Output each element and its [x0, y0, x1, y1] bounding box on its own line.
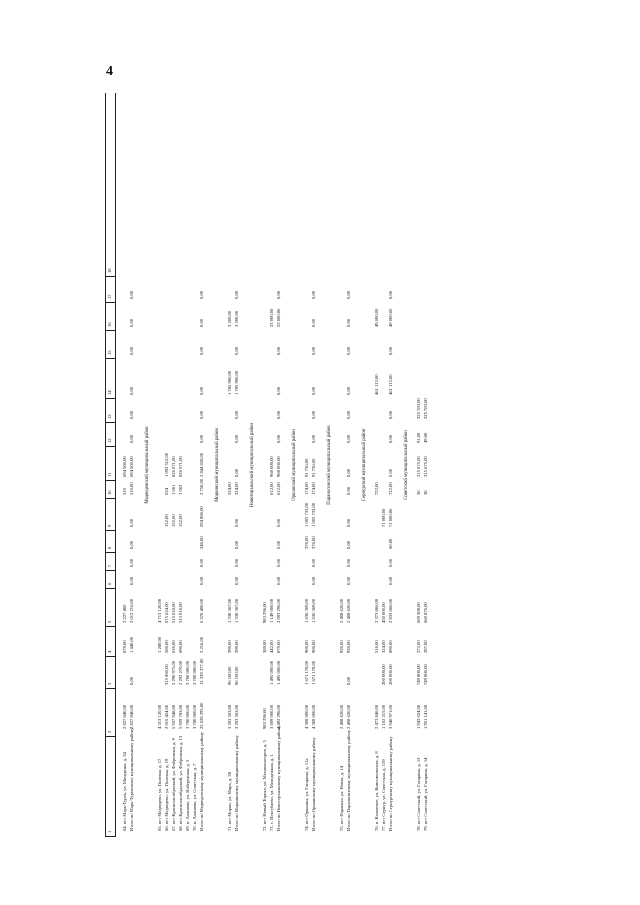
cell-c13: 49,00 [423, 432, 428, 443]
cell-c11: 722,00 [374, 482, 379, 495]
cell-c1: 66. пгт Медведево, ул. Полевая, д. 19 [164, 758, 169, 831]
column-divider [106, 836, 115, 837]
cell-c4: 315 860,00 [164, 664, 169, 685]
cell-c4: 96 100,00 [234, 666, 239, 685]
cell-c11: 324,00 [234, 482, 239, 495]
cell-c3: 3 609 000,00 [269, 704, 274, 729]
cell-c5: 920,00 [346, 640, 351, 653]
cell-c18: 0,00 [129, 290, 134, 299]
cell-c3: 1 943 024,00 [416, 704, 421, 729]
cell-c6: 2 012 216,00 [129, 598, 134, 623]
cell-c17: 0,00 [199, 318, 204, 327]
cell-c5: 890,00 [388, 640, 393, 653]
cell-c1: 65. пгт Медведево, ул. Полевая, д. 17 [157, 758, 162, 831]
cell-c18: 0,00 [234, 290, 239, 299]
cell-c3: 2 408 620,00 [339, 704, 344, 729]
total-row [277, 93, 283, 837]
cell-c7: 0,00 [129, 576, 134, 585]
cell-c1: 73. с. Пектубаево, ул. Молодежная, д. 1 [269, 754, 274, 831]
cell-c11: 324,00 [227, 482, 232, 495]
column-divider [106, 626, 115, 627]
cell-c6: 2 408 620,00 [339, 598, 344, 623]
cell-c7: 0,00 [311, 576, 316, 585]
cell-c12: 215 675,00 [416, 456, 421, 477]
cell-c3: 2 015 424,00 [164, 704, 169, 729]
section-title: Советский муниципальный район [404, 430, 409, 500]
column-number: 10 [107, 490, 112, 495]
cell-c12: 0,00 [234, 468, 239, 477]
cell-c14: 0,00 [276, 410, 281, 419]
section-title: Параньгинский муниципальный район [327, 425, 332, 505]
cell-c1: 70. п. Алашево, ул. Советская, д. 7 [192, 763, 197, 831]
cell-c10: 0,00 [129, 518, 134, 527]
cell-c6: 450 000,00 [381, 602, 386, 623]
cell-c6: 2 408 620,00 [346, 598, 351, 623]
cell-c3: 2 827 840,00 [122, 704, 127, 729]
cell-c4: 3 700 000,00 [185, 660, 190, 685]
cell-c15: 461 113,00 [388, 374, 393, 395]
cell-c11: 36 [416, 490, 421, 495]
cell-c12: 91 736,00 [304, 458, 309, 477]
section-title: Моркинский муниципальный район [215, 428, 220, 502]
cell-c8: 0,00 [388, 558, 393, 567]
cell-c10: 71 000,00 [381, 508, 386, 527]
cell-c11: 38 [423, 490, 428, 495]
cell-c5: 636,00 [171, 640, 176, 653]
cell-c10: 0,00 [346, 518, 351, 527]
cell-c18: 0,00 [346, 290, 351, 299]
cell-c3: 22 028 295,00 [199, 702, 204, 729]
cell-c4: 1 671 178,00 [304, 660, 309, 685]
cell-c11: 2 758,00 [199, 478, 204, 495]
cell-c1: 78. пгт Советский, ул. Гагарина, д. 13 [416, 757, 421, 831]
cell-c16: 0,00 [234, 346, 239, 355]
cell-c10: 152,00 [178, 514, 183, 527]
cell-c17: 3 200,00 [234, 310, 239, 327]
cell-c1: Итого по Параньгинскому муниципальному району [346, 729, 351, 831]
column-divider [106, 688, 115, 689]
cell-c18: 0,00 [388, 290, 393, 299]
total-row [235, 93, 241, 837]
cell-c6: 660 876,00 [423, 602, 428, 623]
cell-c12: 215 675,00 [423, 456, 428, 477]
cell-c9: 370,00 [304, 536, 309, 549]
table-row [424, 93, 430, 837]
cell-c3: 3 700 000,00 [185, 704, 190, 729]
cell-c3: 2 408 620,00 [346, 704, 351, 729]
cell-c6: 4 713 120,00 [157, 598, 162, 623]
cell-c10: 594 886,00 [199, 506, 204, 527]
cell-c1: 74. пгт Оршанка, ул. Гагарина, д. 11а [304, 758, 309, 831]
cell-c17: 23 000,00 [276, 308, 281, 327]
cell-c14: 0,00 [199, 410, 204, 419]
cell-c12: 1 092 512,00 [164, 452, 169, 477]
cell-c6: 2 833 866,00 [388, 598, 393, 623]
cell-c5: 1 280,00 [157, 636, 162, 653]
cell-c7: 0,00 [346, 576, 351, 585]
cell-c9: 0,00 [234, 540, 239, 549]
cell-c10: 1 005 733,00 [304, 502, 309, 527]
cell-c4: 96 100,00 [227, 666, 232, 685]
cell-c1: Итого по Медведевскому муниципальному району [199, 731, 204, 831]
cell-c3: 2 827 840,00 [129, 704, 134, 729]
section-title: Медведевский муниципальный район [145, 426, 150, 504]
section-title: Новоторъяльский муниципальный район [250, 423, 255, 507]
cell-c8: 0,00 [346, 558, 351, 567]
cell-c7: 0,00 [234, 576, 239, 585]
cell-c1: Итого по Сернурскому муниципальному району [388, 736, 393, 831]
cell-c10: 0,00 [276, 518, 281, 527]
cell-c18: 0,00 [276, 290, 281, 299]
cell-c18: 0,00 [311, 290, 316, 299]
cell-c3: 4 308 600,00 [304, 704, 309, 729]
cell-c5: 879,00 [122, 640, 127, 653]
cell-c10: 152,00 [164, 514, 169, 527]
cell-c15: 461 113,00 [374, 374, 379, 395]
cell-c1: Итого по Марь-Турекскому муниципальному району [129, 727, 134, 831]
cell-c9: 0,00 [129, 540, 134, 549]
cell-c1: 75. пгт Параньга, ул. Новая, д. 14 [339, 766, 344, 831]
cell-c11: 612,00 [269, 482, 274, 495]
cell-c14: 0,00 [311, 410, 316, 419]
cell-c4: 0,00 [346, 676, 351, 685]
cell-c11: 174,00 [304, 482, 309, 495]
column-number: 6 [107, 582, 112, 585]
cell-c1: 64. пгт Марь-Турек, ул. Мичурина, д. 34 [122, 752, 127, 831]
cell-c6: 1 149 000,00 [269, 598, 274, 623]
cell-c8: 0,00 [234, 558, 239, 567]
cell-c10: 71 000,00 [388, 508, 393, 527]
column-number: 1 [107, 830, 112, 833]
page-number: 4 [106, 64, 113, 79]
cell-c12: 826 071,00 [171, 456, 176, 477]
cell-c13: 0,00 [199, 434, 204, 443]
column-divider [106, 398, 115, 399]
column-divider [106, 276, 115, 277]
cell-c11: 0,00 [346, 486, 351, 495]
section-title: Сернурский муниципальный район [362, 428, 367, 502]
cell-c15: 0,00 [276, 386, 281, 395]
cell-c4: 1 495 000,00 [269, 660, 274, 685]
column-divider [106, 446, 115, 447]
cell-c3: 1 162 215,00 [381, 704, 386, 729]
rotated-table [105, 93, 545, 837]
cell-c4: 200 000,00 [381, 664, 386, 685]
cell-c13: 91,00 [416, 432, 421, 443]
section-title: Оршанский муниципальный район [292, 429, 297, 501]
cell-c17: 49 000,00 [374, 308, 379, 327]
column-divider [106, 330, 115, 331]
cell-c1: 69. п. Алашево, ул. Набережная, д. 5 [185, 759, 190, 831]
cell-c4: 12 339 377,00 [199, 658, 204, 685]
cell-c5: 920,00 [339, 640, 344, 653]
column-number: 8 [107, 546, 112, 549]
cell-c14: 0,00 [388, 410, 393, 419]
cell-c11: 174,00 [311, 482, 316, 495]
cell-c7: 0,00 [199, 576, 204, 585]
cell-c3: 5 929 783,00 [178, 704, 183, 729]
cell-c5: 399,00 [227, 640, 232, 653]
cell-c16: 0,00 [199, 346, 204, 355]
cell-c3: 4 313 120,00 [157, 704, 162, 729]
cell-c5: 442,00 [269, 640, 274, 653]
cell-c11: 510 [122, 488, 127, 495]
cell-c8: 0,00 [276, 558, 281, 567]
column-number: 3 [107, 682, 112, 685]
cell-c13: 0,00 [276, 434, 281, 443]
column-number: 2 [107, 730, 112, 733]
cell-c1: 79. пгт Советский, ул. Гагарина, д. 14 [423, 757, 428, 831]
cell-c16: 0,00 [346, 346, 351, 355]
column-divider [106, 358, 115, 359]
cell-c5: 389,00 [262, 640, 267, 653]
column-number: 5 [107, 620, 112, 623]
column-number: 11 [107, 472, 112, 477]
cell-c4: 200 000,00 [388, 664, 393, 685]
column-divider [106, 736, 115, 737]
cell-c8: 0,00 [311, 558, 316, 567]
cell-c12: 826 071,00 [178, 456, 183, 477]
cell-c14: 0,00 [346, 410, 351, 419]
cell-c15: 1 785 900,00 [234, 370, 239, 395]
cell-c6: 1 338 367,00 [227, 598, 232, 623]
column-number: 12 [107, 438, 112, 443]
cell-c12: 968 000,00 [269, 456, 274, 477]
cell-c6: 6 570 400,00 [199, 598, 204, 623]
cell-c1: 67. пгт Краснооктябрьский, ул. Фабричная, д. 9 [171, 738, 176, 831]
cell-c6: 983 296,00 [262, 602, 267, 623]
cell-c16: 0,00 [311, 346, 316, 355]
cell-c14: 325 783,00 [416, 398, 421, 419]
cell-c9: 0,00 [346, 540, 351, 549]
cell-c1: Итого по Новоторъяльскому муниципальному району [276, 725, 281, 831]
cell-c11: 510,00 [129, 482, 134, 495]
column-divider [106, 480, 115, 481]
total-row [312, 93, 318, 837]
cell-c3: 5 937 948,00 [171, 704, 176, 729]
cell-c6: 1 636 369,00 [304, 598, 309, 623]
cell-c15: 0,00 [199, 386, 204, 395]
cell-c9: 240,00 [199, 536, 204, 549]
cell-c10: 152,00 [171, 514, 176, 527]
cell-c12: 0,00 [388, 468, 393, 477]
cell-c5: 900,00 [304, 640, 309, 653]
cell-c3: 2 473 846,00 [374, 704, 379, 729]
cell-c1: 68. пгт Краснооктябрьский, ул. Фабричная, д. 13 [178, 735, 183, 831]
cell-c6: 2 227 400 [122, 604, 127, 623]
cell-c17: 3 200,00 [227, 310, 232, 327]
column-number: 15 [107, 350, 112, 355]
column-number: 17 [107, 294, 112, 299]
cell-c17: 0,00 [129, 318, 134, 327]
cell-c5: 1 440,00 [129, 636, 134, 653]
cell-c5: 399,00 [234, 640, 239, 653]
column-divider [106, 530, 115, 531]
column-header-row [105, 93, 116, 837]
cell-c5: 900,00 [311, 640, 316, 653]
cell-c15: 0,00 [129, 386, 134, 395]
cell-c4: 2 290 975,00 [171, 660, 176, 685]
cell-c6: 675 624,00 [164, 602, 169, 623]
cell-c13: 0,00 [346, 434, 351, 443]
cell-c3: 3 700 000,00 [192, 704, 197, 729]
cell-c4: 749 800,00 [416, 664, 421, 685]
cell-c17: 49 000,00 [388, 308, 393, 327]
cell-c6: 1 338 367,00 [234, 598, 239, 623]
cell-c6: 2 373 866,00 [374, 598, 379, 623]
cell-c11: 722,00 [388, 482, 393, 495]
cell-c17: 23 000,00 [269, 308, 274, 327]
cell-c4: 749 800,00 [423, 664, 428, 685]
cell-c9: 0,00 [276, 540, 281, 549]
column-number: 14 [107, 390, 112, 395]
cell-c7: 0,00 [388, 576, 393, 585]
column-divider [106, 422, 115, 423]
cell-c16: 0,00 [388, 346, 393, 355]
total-row [389, 93, 395, 837]
cell-c9: 370,00 [311, 536, 316, 549]
cell-c10: 0,00 [234, 518, 239, 527]
column-number: 18 [107, 268, 112, 273]
cell-c5: 690,00 [178, 640, 183, 653]
column-divider [106, 588, 115, 589]
column-divider [106, 656, 115, 657]
cell-c16: 0,00 [276, 346, 281, 355]
cell-c8: 0,00 [129, 558, 134, 567]
cell-c15: 1 785 900,00 [227, 370, 232, 395]
cell-c7: 0,00 [276, 576, 281, 585]
cell-c12: 2 844 658,00 [199, 452, 204, 477]
cell-c1: 76. п. Казанское, ул. Комсомольская, д. 8 [374, 751, 379, 831]
cell-c5: 272,00 [416, 640, 421, 653]
cell-c14: 325 783,00 [423, 398, 428, 419]
cell-c4: 1 495 000,00 [276, 660, 281, 685]
cell-c11: 1 061 [171, 484, 176, 495]
column-number: 13 [107, 414, 112, 419]
cell-c17: 0,00 [346, 318, 351, 327]
cell-c6: 1 636 369,00 [311, 598, 316, 623]
cell-c1: Итого по Моркинскому муниципальному району [234, 735, 239, 831]
cell-c5: 3 216,00 [199, 636, 204, 653]
total-row [347, 93, 353, 837]
cell-c14: 0,00 [129, 410, 134, 419]
cell-c13: 0,00 [234, 434, 239, 443]
cell-c1: 71. пгт Морки, ул. Мира, д. 38 [227, 771, 232, 831]
cell-c13: 0,00 [129, 434, 134, 443]
cell-c13: 0,00 [311, 434, 316, 443]
cell-c12: 0,00 [346, 468, 351, 477]
column-divider [106, 552, 115, 553]
column-divider [106, 570, 115, 571]
cell-c3: 3 946 971,00 [388, 704, 393, 729]
cell-c6: 669 308,00 [416, 602, 421, 623]
cell-c13: 0,00 [388, 434, 393, 443]
cell-c11: 612,00 [276, 482, 281, 495]
cell-c11: 1 063 [178, 484, 183, 495]
cell-c9: 60,00 [388, 538, 393, 549]
cell-c3: 3 203 363,00 [234, 704, 239, 729]
cell-c5: 287,00 [423, 640, 428, 653]
cell-c14: 0,00 [234, 410, 239, 419]
cell-c3: 4 492 296,00 [276, 704, 281, 729]
cell-c4: 3 700 000,00 [192, 660, 197, 685]
cell-c11: 634 [164, 488, 169, 495]
cell-c4: 1 671 178,00 [311, 660, 316, 685]
cell-c10: 1 005 733,00 [311, 502, 316, 527]
cell-c3: 983 296,00 [262, 708, 267, 729]
cell-c6: 2 093 296,00 [276, 598, 281, 623]
cell-c8: 0,00 [199, 558, 204, 567]
total-row [200, 93, 206, 837]
cell-c12: 694 500,00 [122, 456, 127, 477]
total-row [130, 93, 136, 837]
column-divider [106, 498, 115, 499]
cell-c17: 0,00 [311, 318, 316, 327]
cell-c5: 879,00 [276, 640, 281, 653]
cell-c3: 4 308 600,00 [311, 704, 316, 729]
column-number: 7 [107, 564, 112, 567]
cell-c1: Итого по Оршанскому муниципальному району [311, 737, 316, 831]
cell-c5: 580,00 [164, 640, 169, 653]
cell-c12: 91 736,00 [311, 458, 316, 477]
column-number: 9 [107, 524, 112, 527]
cell-c3: 3 203 363,00 [227, 704, 232, 729]
cell-c12: 694 500,00 [129, 456, 134, 477]
cell-c1: 72. пгт Новый Торъял, ул. Механизаторов, д. 5 [262, 740, 267, 831]
column-number: 4 [107, 650, 112, 653]
column-divider [106, 302, 115, 303]
cell-c5: 324,00 [381, 640, 386, 653]
cell-c12: 968 000,00 [276, 456, 281, 477]
cell-c18: 0,00 [199, 290, 204, 299]
column-number: 16 [107, 322, 112, 327]
cell-c6: 513 018,00 [178, 602, 183, 623]
cell-c15: 0,00 [346, 386, 351, 395]
cell-c15: 0,00 [311, 386, 316, 395]
cell-c16: 0,00 [129, 346, 134, 355]
cell-c4: 0,00 [129, 676, 134, 685]
cell-c5: 516,00 [374, 640, 379, 653]
cell-c1: 77. пгт Сернур, ул. Советская, д. 159 [381, 759, 386, 831]
cell-c3: 1 951 141,00 [423, 704, 428, 729]
cell-c4: 2 292 270,00 [178, 660, 183, 685]
cell-c6: 515 018,00 [171, 602, 176, 623]
